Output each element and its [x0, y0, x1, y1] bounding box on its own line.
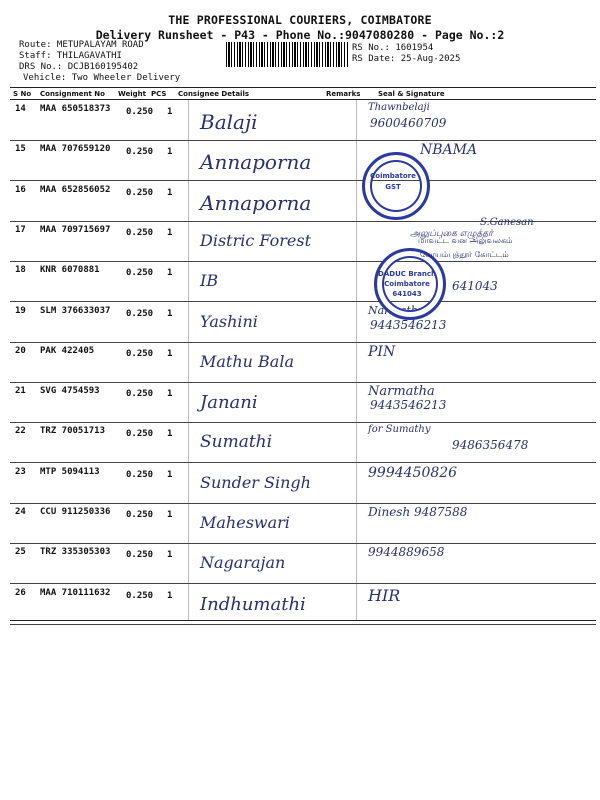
row-consignee-signature: Annaporna [200, 150, 312, 174]
stamp1-line2: GST [385, 183, 401, 191]
row-sno: 15 [15, 144, 26, 154]
row-weight: 0.250 [126, 349, 154, 359]
row-consignment-no: MAA 652856052 [40, 185, 111, 195]
row-seal-signature: Narmatha [368, 384, 435, 399]
row-consignment-no: TRZ 335305303 [40, 547, 111, 557]
table-row [0, 261, 600, 301]
row-consignee-signature: Annaporna [200, 191, 312, 215]
row-pcs: 1 [167, 591, 173, 601]
office-seal-line1: மாவட்ட வன அலுவலகம் [418, 236, 513, 245]
vehicle-label: Vehicle: Two Wheeler Delivery [23, 73, 181, 83]
row-seal-signature: Dinesh 9487588 [368, 505, 468, 519]
row-seal-signature: 9944889658 [368, 545, 445, 559]
row-consignee-signature: Indhumathi [200, 594, 306, 615]
runsheet-meta-right [352, 43, 460, 65]
row-consignee-signature: Maheswari [200, 513, 290, 532]
table-row [0, 100, 600, 140]
row-pcs: 1 [167, 309, 173, 319]
table-row [0, 463, 600, 503]
row-weight: 0.250 [126, 228, 154, 238]
table-row [0, 543, 600, 583]
row-consignment-no: KNR 6070881 [40, 265, 100, 275]
row-divider [10, 624, 596, 625]
row-seal-signature: for Sumathy [368, 424, 431, 435]
row-seal-phone: 9600460709 [370, 116, 447, 130]
row-seal-signature: 641043 [452, 279, 498, 293]
col-consignment-header: Consignment No [40, 90, 105, 98]
col-weight-header: Weight [118, 90, 146, 98]
table-row [0, 584, 600, 624]
row-weight: 0.250 [126, 429, 154, 439]
row-consignment-no: MAA 710111632 [40, 588, 111, 598]
row-sno: 26 [15, 588, 26, 598]
row-consignee-signature: Sumathi [200, 432, 273, 452]
row-seal-phone: அலுப்புகை எழுத்தர் [410, 229, 493, 239]
row-consignment-no: PAK 422405 [40, 346, 95, 356]
row-sno: 22 [15, 426, 26, 436]
table-row [0, 302, 600, 342]
row-pcs: 1 [167, 188, 173, 198]
table-row [0, 181, 600, 221]
barcode-image [226, 42, 348, 67]
row-sno: 21 [15, 386, 26, 396]
col-seal-header: Seal & Signature [378, 90, 445, 98]
runsheet-meta-left [19, 40, 180, 84]
row-pcs: 1 [167, 429, 173, 439]
rs-number: RS No.: 1601954 [352, 43, 434, 53]
table-row [0, 422, 600, 462]
row-weight: 0.250 [126, 510, 154, 520]
row-consignee-signature: Yashini [200, 312, 258, 331]
row-pcs: 1 [167, 389, 173, 399]
row-sno: 25 [15, 547, 26, 557]
col-consignee-header: Consignee Details [178, 90, 250, 98]
runsheet-subtitle: Delivery Runsheet - P43 - Phone No.:9047080280 - Page No.:2 [95, 28, 505, 42]
stamp2-line1: DADUC Branch [378, 270, 436, 278]
row-weight: 0.250 [126, 268, 154, 278]
row-pcs: 1 [167, 228, 173, 238]
row-consignment-no: SLM 376633037 [40, 306, 111, 316]
row-consignee-signature: Balaji [200, 110, 258, 134]
row-pcs: 1 [167, 349, 173, 359]
col-remarks-header: Remarks [326, 90, 361, 98]
stamp2-line3: 641043 [392, 290, 422, 298]
row-seal-signature: HIR [368, 586, 401, 605]
row-pcs: 1 [167, 550, 173, 560]
row-consignment-no: SVG 4754593 [40, 386, 100, 396]
row-sno: 18 [15, 265, 26, 275]
row-weight: 0.250 [126, 550, 154, 560]
row-consignee-signature: IB [200, 271, 219, 290]
col-pcs-header: PCS [151, 90, 167, 98]
row-consignment-no: MAA 650518373 [40, 104, 111, 114]
table-row [0, 503, 600, 543]
row-seal-signature: Thawnbelaji [368, 102, 430, 113]
row-pcs: 1 [167, 510, 173, 520]
row-weight: 0.250 [126, 188, 154, 198]
row-weight: 0.250 [126, 309, 154, 319]
row-sno: 16 [15, 185, 26, 195]
row-seal-signature: PIN [368, 344, 396, 360]
row-consignment-no: MAA 709715697 [40, 225, 111, 235]
table-bottom-rule [10, 620, 596, 621]
row-pcs: 1 [167, 107, 173, 117]
header-top-rule [10, 87, 596, 88]
row-sno: 20 [15, 346, 26, 356]
row-seal-phone: 9486356478 [452, 438, 529, 452]
row-consignee-signature: Mathu Bala [200, 352, 294, 371]
row-seal-phone: 9443546213 [370, 398, 447, 412]
table-row [0, 140, 600, 180]
table-row [0, 382, 600, 422]
stamp1-line1: Coimbatore [370, 172, 416, 180]
row-consignee-signature: Nagarajan [200, 553, 286, 572]
row-weight: 0.250 [126, 147, 154, 157]
row-pcs: 1 [167, 147, 173, 157]
row-sno: 19 [15, 306, 26, 316]
row-pcs: 1 [167, 470, 173, 480]
stamp2-line2: Coimbatore [384, 280, 430, 288]
row-seal-signature: S.Ganesan [480, 217, 534, 228]
row-sno: 14 [15, 104, 26, 114]
table-row [0, 342, 600, 382]
col-sno-header: S No [13, 90, 32, 98]
row-consignment-no: TRZ 70051713 [40, 426, 106, 436]
staff-label: Staff: THILAGAVATHI [19, 51, 122, 61]
row-sno: 17 [15, 225, 26, 235]
route-label: Route: METUPALAYAM ROAD [19, 40, 144, 50]
row-seal-signature: Narmatha [368, 304, 425, 317]
row-seal-phone: 9443546213 [370, 318, 447, 332]
row-consignment-no: MTP 5094113 [40, 467, 100, 477]
row-consignment-no: MAA 707659120 [40, 144, 111, 154]
drs-label: DRS No.: DCJB160195402 [19, 62, 139, 72]
row-consignee-signature: Sunder Singh [200, 473, 311, 492]
office-seal-line2: கோயம்புத்தூர் கோட்டம் [420, 250, 509, 259]
row-weight: 0.250 [126, 470, 154, 480]
row-pcs: 1 [167, 268, 173, 278]
rs-date: RS Date: 25-Aug-2025 [352, 54, 461, 64]
row-weight: 0.250 [126, 107, 154, 117]
row-consignee-signature: Janani [200, 392, 258, 413]
row-sno: 24 [15, 507, 26, 517]
row-seal-signature: 9994450826 [368, 465, 458, 481]
row-sno: 23 [15, 467, 26, 477]
row-consignment-no: CCU 911250336 [40, 507, 111, 517]
company-title: THE PROFESSIONAL COURIERS, COIMBATORE [168, 13, 432, 27]
row-consignee-signature: Distric Forest [200, 231, 312, 250]
row-weight: 0.250 [126, 591, 154, 601]
row-seal-signature: NBAMA [420, 142, 478, 158]
row-weight: 0.250 [126, 389, 154, 399]
